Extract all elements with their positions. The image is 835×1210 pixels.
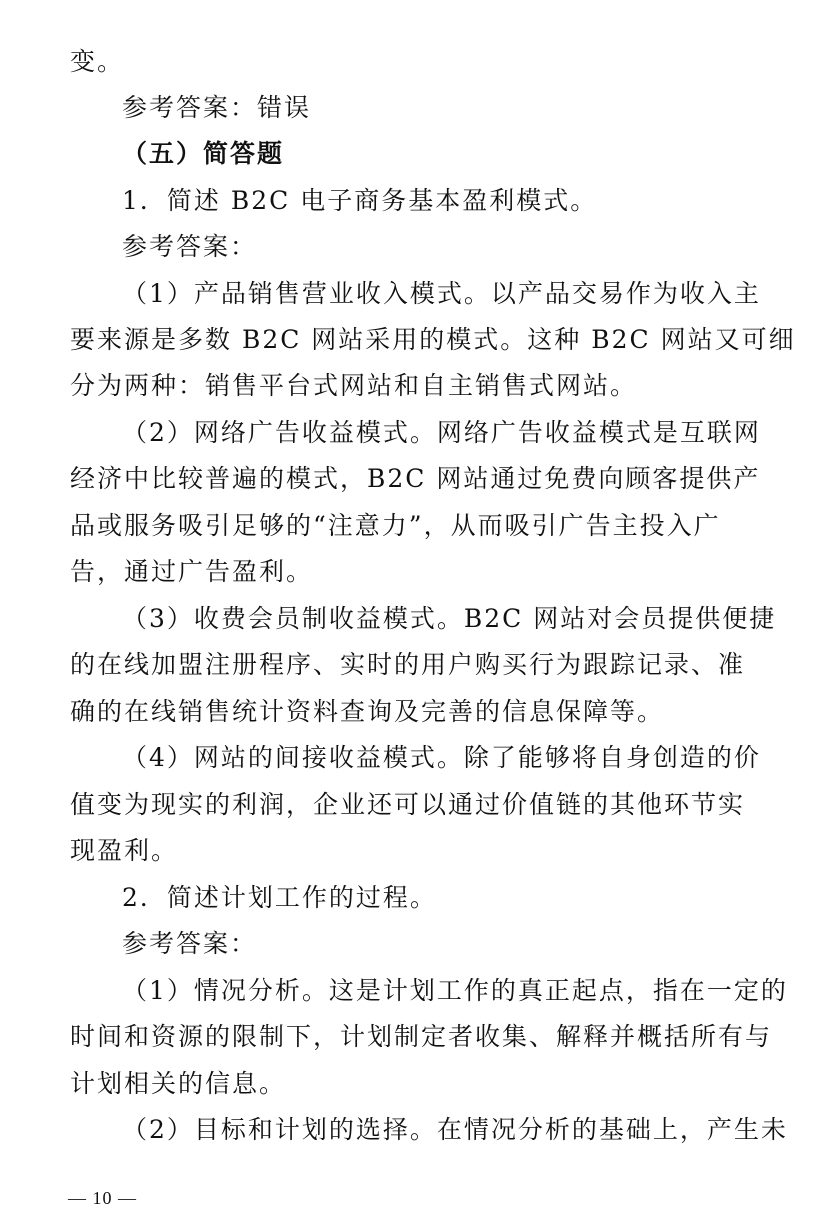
paragraph-line: 经济中比较普遍的模式，B2C 网站通过免费向顾客提供产 (70, 464, 761, 493)
paragraph-line: 分为两种：销售平台式网站和自主销售式网站。 (70, 371, 638, 400)
paragraph-line: 品或服务吸引足够的“注意力”，从而吸引广告主投入广 (70, 511, 721, 540)
paragraph-line: （4）网站的间接收益模式。除了能够将自身创造的价 (122, 743, 761, 772)
paragraph-line: 确的在线销售统计资料查询及完善的信息保障等。 (70, 697, 665, 726)
paragraph-line: 的在线加盟注册程序、实时的用户购买行为跟踪记录、准 (70, 650, 746, 679)
paragraph-line: 时间和资源的限制下，计划制定者收集、解释并概括所有与 (70, 1022, 773, 1051)
paragraph-line: 值变为现实的利润，企业还可以通过价值链的其他环节实 (70, 790, 746, 819)
paragraph-line: （1）情况分析。这是计划工作的真正起点，指在一定的 (122, 976, 788, 1005)
section-heading: （五）简答题 (122, 139, 285, 168)
paragraph-line: （2）目标和计划的选择。在情况分析的基础上，产生未 (122, 1115, 788, 1144)
paragraph-line: （2）网络广告收益模式。网络广告收益模式是互联网 (122, 418, 761, 447)
question-1: 1．简述 B2C 电子商务基本盈利模式。 (122, 186, 598, 215)
paragraph-line: 告，通过广告盈利。 (70, 557, 314, 586)
question-2: 2．简述计划工作的过程。 (122, 883, 437, 912)
paragraph-line: 要来源是多数 B2C 网站采用的模式。这种 B2C 网站又可细 (70, 325, 796, 354)
paragraph-line: 计划相关的信息。 (70, 1069, 287, 1098)
answer-label-2: 参考答案： (122, 929, 258, 958)
paragraph-line: （1）产品销售营业收入模式。以产品交易作为收入主 (122, 279, 761, 308)
answer-line: 参考答案：错误 (122, 93, 312, 122)
paragraph-line: （3）收费会员制收益模式。B2C 网站对会员提供便捷 (122, 604, 777, 633)
paragraph-line: 现盈利。 (70, 836, 179, 865)
page-number: — 10 — (68, 1188, 137, 1208)
answer-label-1: 参考答案： (122, 232, 258, 261)
text-line-continuation: 变。 (70, 47, 125, 76)
